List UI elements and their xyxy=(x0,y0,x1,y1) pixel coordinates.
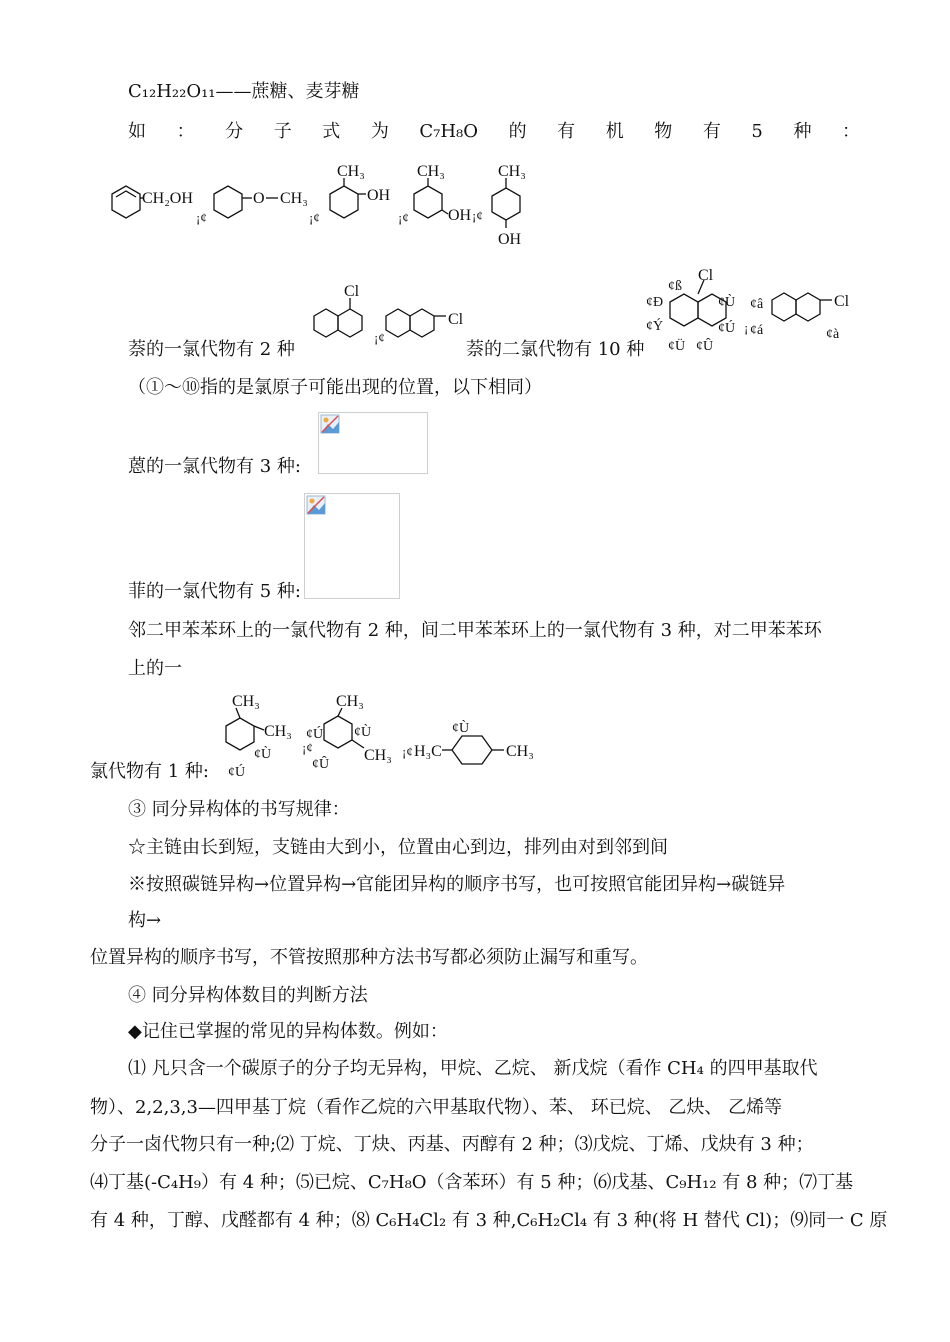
separator: ¡¢ xyxy=(402,744,413,759)
c7h8o-isomers-figure xyxy=(96,158,536,254)
m3-oh-label: OH xyxy=(367,187,391,204)
separator: ¡¢ xyxy=(309,210,320,225)
intro-char: 式 xyxy=(322,121,341,142)
paragraph-line-3: 分子一卤代物只有一种;⑵ 丁烷、丁炔、丙基、丙醇有 2 种；⑶戊烷、丁烯、戊炔有 3 种； xyxy=(90,1134,814,1155)
paragraph-line-1: ⑴ 凡只含一个碳原子的分子均无异构，甲烷、乙烷、 新戊烷（看作 CH₄ 的四甲基取代 xyxy=(128,1058,818,1079)
intro-char: C₇H₈O xyxy=(419,121,479,142)
m-xylene-structure xyxy=(306,693,392,772)
xylene-h3c-label: H₃C xyxy=(414,743,442,760)
m-cresol-structure xyxy=(414,163,472,224)
rule-2a: ※按照碳链异构→位置异构→官能团异构的顺序书写，也可按照官能团异构→碳链异 xyxy=(128,874,786,895)
dichloronaphthalene-positions-a xyxy=(646,267,735,354)
xylene-ch3-label: CH₃ xyxy=(506,743,534,760)
judge-title: ④ 同分异构体数目的判断方法 xyxy=(128,985,368,1006)
c7h8o-intro-line xyxy=(128,120,860,144)
anisole-structure xyxy=(214,186,308,218)
naphthalene-di-figure xyxy=(640,262,860,358)
p-cresol-structure xyxy=(492,163,526,248)
position-mark: ¢Ú xyxy=(306,727,324,742)
m5-oh-label: OH xyxy=(498,231,522,248)
intro-char: 5 xyxy=(751,121,763,142)
separator: ¡¢ xyxy=(196,210,207,225)
naph-cl-label: Cl xyxy=(698,267,714,284)
o-xylene-structure xyxy=(226,693,292,780)
position-mark: ¢Ù xyxy=(718,295,736,310)
broken-image-icon xyxy=(306,495,326,515)
judge-1: ◆记住已掌握的常见的异构体数。例如： xyxy=(128,1021,448,1042)
rule-2c: 位置异构的顺序书写，不管按照那种方法书写都必须防止漏写和重写。 xyxy=(90,947,648,968)
position-note: （①～⑩指的是氯原子可能出现的位置，以下相同） xyxy=(128,377,542,398)
position-mark: ¢Û xyxy=(312,757,330,772)
position-mark: ¢Ù xyxy=(452,721,470,736)
naphthalene-mono-text: 萘的一氯代物有 2 种 xyxy=(128,339,295,360)
xylene-ch3-label: CH₃ xyxy=(232,693,260,710)
separator: ¡¢ xyxy=(374,330,385,345)
intro-char: 种 xyxy=(793,121,812,142)
benzyl-alcohol-structure xyxy=(112,186,193,218)
m2-o-label: O xyxy=(253,190,265,207)
broken-image-icon xyxy=(320,414,340,434)
beta-chloronaphthalene xyxy=(386,309,464,337)
position-mark: ¢ß xyxy=(668,279,682,294)
o-cresol-structure xyxy=(330,163,391,218)
paragraph-line-5: 有 4 种，丁醇、戊醛都有 4 种；⑻ C₆H₄Cl₂ 有 3 种,C₆H₂Cl₄ 有 3 种(将 H 替代 Cl)；⑼同一 C 原 xyxy=(90,1210,888,1231)
dichloronaphthalene-positions-b xyxy=(750,293,850,342)
naphthalene-di-text: 萘的二氯代物有 10 种 xyxy=(466,339,645,360)
m1-label: CH₂OH xyxy=(142,190,193,207)
intro-char: ： xyxy=(176,121,195,142)
position-mark: ¢à xyxy=(826,327,840,342)
xylene-text-2: 上的一 xyxy=(128,658,182,679)
intro-char: 有 xyxy=(702,121,721,142)
m2-ch3-label: CH₃ xyxy=(280,190,308,207)
position-mark: ¢Ú xyxy=(718,321,736,336)
position-mark: ¢á xyxy=(750,323,764,338)
phenanthrene-image-placeholder xyxy=(304,493,400,599)
formula-line: C₁₂H₂₂O₁₁——蔗糖、麦芽糖 xyxy=(128,81,360,102)
anthracene-text: 蒽的一氯代物有 3 种: xyxy=(128,456,301,477)
rule-1: ☆主链由长到短，支链由大到小，位置由心到边，排列由对到邻到间 xyxy=(128,837,668,858)
naph-cl-label: Cl xyxy=(344,283,360,300)
p-xylene-structure xyxy=(414,719,534,764)
phenanthrene-text: 菲的一氯代物有 5 种: xyxy=(128,581,301,602)
naph-cl-label: Cl xyxy=(834,293,850,310)
anthracene-image-placeholder xyxy=(318,412,428,474)
m3-ch3-label: CH₃ xyxy=(337,163,365,180)
position-mark: ¢Ú xyxy=(228,765,246,780)
intro-char: 物 xyxy=(654,121,673,142)
rule-2b: 构→ xyxy=(128,910,162,931)
paragraph-line-2: 物）、2,2,3,3—四甲基丁烷（看作乙烷的六甲基取代物）、苯、 环已烷、 乙炔、 乙烯等 xyxy=(90,1097,783,1118)
intro-char: 的 xyxy=(508,121,527,142)
intro-char: 有 xyxy=(557,121,576,142)
position-mark: ¢Ù xyxy=(354,725,372,740)
position-mark: ¢â xyxy=(750,297,764,312)
m5-ch3-label: CH₃ xyxy=(498,163,526,180)
rule-title: ③ 同分异构体的书写规律： xyxy=(128,799,350,820)
separator: ¡ xyxy=(744,320,749,335)
intro-char: 如 xyxy=(128,121,146,142)
xylene-ch3-label: CH₃ xyxy=(336,693,364,710)
position-mark: ¢Ý xyxy=(646,319,664,334)
naph-cl-label: Cl xyxy=(448,311,464,328)
xylene-ch3-label: CH₃ xyxy=(264,723,292,740)
position-mark: ¢Ð xyxy=(646,295,664,310)
intro-char: ： xyxy=(842,121,860,142)
xylene-isomers-figure xyxy=(208,688,548,784)
paragraph-line-4: ⑷丁基(-C₄H₉）有 4 种；⑸已烷、C₇H₈O（含苯环）有 5 种；⑹戊基、C₉H₁₂ 有 8 种；⑺丁基 xyxy=(90,1172,854,1193)
intro-char: 子 xyxy=(273,121,292,142)
intro-char: 机 xyxy=(605,121,624,142)
separator: ¡¢ xyxy=(302,740,313,755)
m4-oh-label: OH xyxy=(448,207,472,224)
xylene-text-3: 氯代物有 1 种: xyxy=(90,761,209,782)
intro-char: 为 xyxy=(370,121,389,142)
position-mark: ¢Ü xyxy=(668,339,686,354)
intro-char: 分 xyxy=(225,121,244,142)
separator: ¡¢ xyxy=(398,210,409,225)
position-mark: ¢Ù xyxy=(254,747,272,762)
xylene-text-1: 邻二甲苯苯环上的一氯代物有 2 种，间二甲苯苯环上的一氯代物有 3 种，对二甲苯苯环 xyxy=(128,620,822,641)
xylene-ch3-label: CH₃ xyxy=(364,747,392,764)
alpha-chloronaphthalene xyxy=(314,283,362,337)
naphthalene-mono-figure xyxy=(306,276,472,356)
separator: ¡¢ xyxy=(472,208,483,223)
position-mark: ¢Û xyxy=(696,339,714,354)
m4-ch3-label: CH₃ xyxy=(417,163,445,180)
